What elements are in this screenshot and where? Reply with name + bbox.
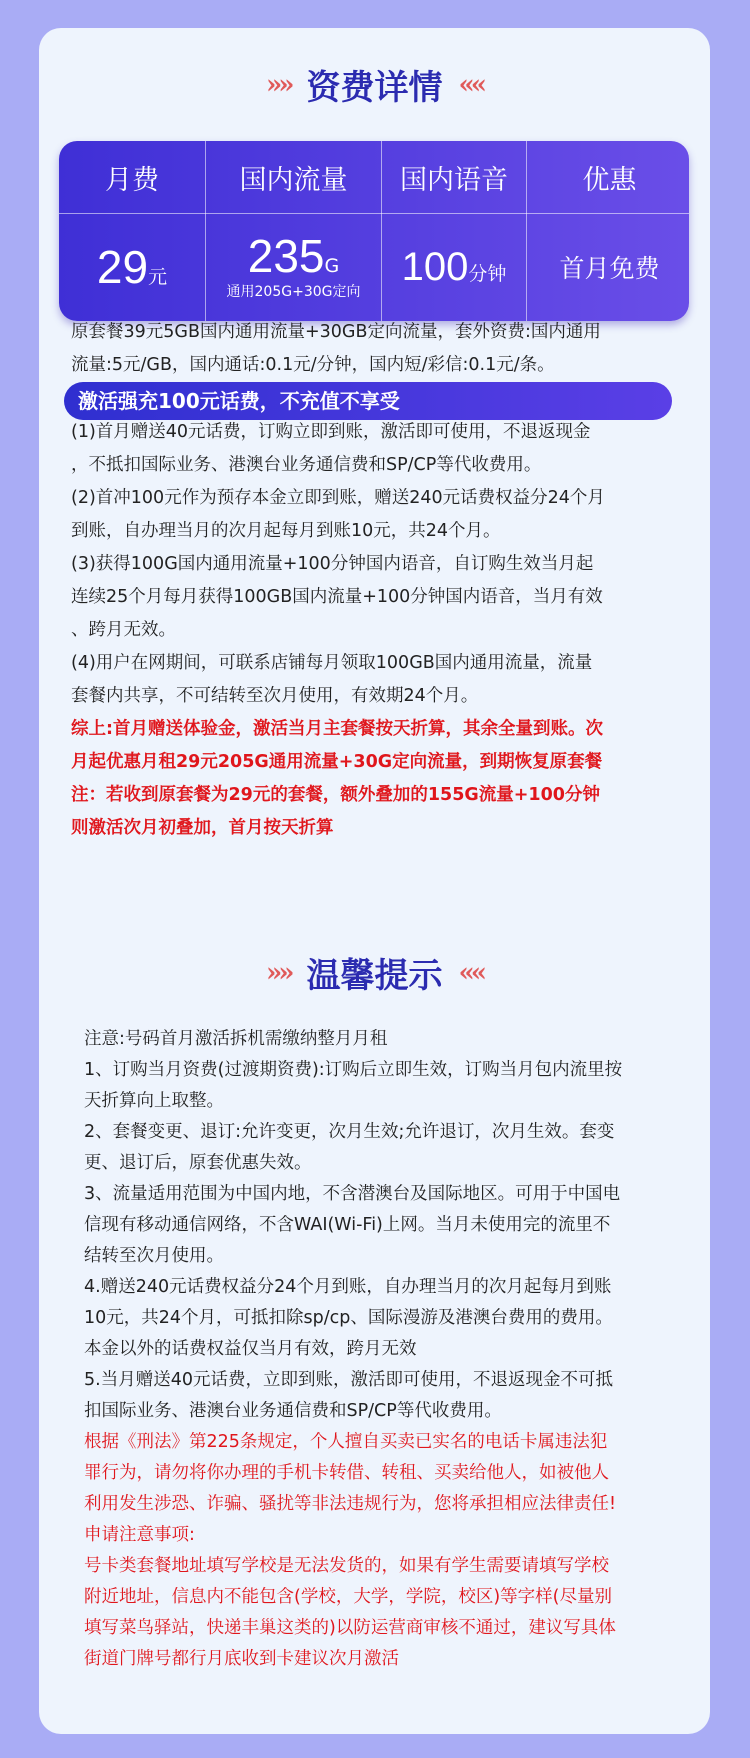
voice-unit: 分钟 bbox=[468, 263, 507, 285]
list-item: (4)用户在网期间，可联系店铺每月领取100GB国内通用流量，流量 bbox=[71, 653, 593, 673]
tip-line: 4.赠送240元话费权益分24个月到账，自办理当月的次月起每月到账 bbox=[84, 1277, 612, 1297]
tip-line: 本金以外的话费权益仅当月有效，跨月无效 bbox=[84, 1339, 417, 1359]
list-item: 套餐内共享，不可结转至次月使用，有效期24个月。 bbox=[71, 686, 479, 706]
intro-line: 原套餐39元5GB国内通用流量+30GB定向流量，套外资费:国内通用 bbox=[71, 322, 601, 342]
list-item: 到账，自办理当月的次月起每月到账10元，共24个月。 bbox=[71, 521, 501, 541]
list-item: 、跨月无效。 bbox=[71, 620, 176, 640]
fee-section-title-text: 资费详情 bbox=[306, 68, 443, 108]
monthly-fee-value: 29 bbox=[96, 241, 149, 293]
data-value: 235 bbox=[247, 230, 325, 282]
legal-line: 申请注意事项: bbox=[84, 1525, 195, 1545]
voice-value: 100 bbox=[401, 245, 469, 289]
tip-line: 2、套餐变更、退订:允许变更，次月生效;允许退订，次月生效。套变 bbox=[84, 1122, 615, 1142]
intro-line: 流量:5元/GB，国内通话:0.1元/分钟，国内短/彩信:0.1元/条。 bbox=[71, 355, 555, 375]
list-item: (2)首冲100元作为预存本金立即到账，赠送240元话费权益分24个月 bbox=[71, 488, 605, 508]
tip-line: 结转至次月使用。 bbox=[84, 1246, 224, 1266]
tip-line: 1、订购当月资费(过渡期资费):订购后立即生效，订购当月包内流里按 bbox=[84, 1060, 623, 1080]
data-cell bbox=[206, 213, 382, 321]
recharge-banner: 激活强充100元话费，不充值不享受 bbox=[64, 382, 672, 420]
tip-line: 天折算向上取整。 bbox=[84, 1091, 224, 1111]
legal-line: 附近地址，信息内不能包含(学校，大学，学院，校区)等字样(尽量别 bbox=[84, 1587, 612, 1607]
offer-cell bbox=[527, 213, 689, 321]
legal-line: 根据《刑法》第225条规定，个人擅自买卖已实名的电话卡属违法犯 bbox=[84, 1432, 608, 1452]
chevron-right-icon: »» bbox=[266, 69, 291, 100]
legal-line: 街道门牌号都行月底收到卡建议次月激活 bbox=[84, 1649, 399, 1669]
legal-line: 填写菜鸟驿站，快递丰巢这类的)以防运营商审核不通过，建议写具体 bbox=[84, 1618, 616, 1638]
tip-line: 5.当月赠送40元话费，立即到账，激活即可使用，不退返现金不可抵 bbox=[84, 1370, 613, 1390]
tip-line: 扣国际业务、港澳台业务通信费和SP/CP等代收费用。 bbox=[84, 1401, 502, 1421]
legal-line: 罪行为，请勿将你办理的手机卡转借、转租、买卖给他人，如被他人 bbox=[84, 1463, 609, 1483]
tips-section-title bbox=[39, 948, 710, 997]
summary-line: 月起优惠月租29元205G通用流量+30G定向流量，到期恢复原套餐 bbox=[71, 752, 603, 772]
list-item: (1)首月赠送40元话费，订购立即到账，激活即可使用，不退返现金 bbox=[71, 422, 591, 442]
offer-value: 首月免费 bbox=[559, 254, 660, 283]
summary-line: 注：若收到原套餐为29元的套餐，额外叠加的155G流量+100分钟 bbox=[71, 785, 600, 805]
summary-line: 综上:首月赠送体验金，激活当月主套餐按天折算，其余全量到账。次 bbox=[71, 719, 603, 739]
list-item: ，不抵扣国际业务、港澳台业务通信费和SP/CP等代收费用。 bbox=[71, 455, 542, 475]
fee-section-title bbox=[39, 60, 710, 109]
list-item: (3)获得100G国内通用流量+100分钟国内语音，自订购生效当月起 bbox=[71, 554, 594, 574]
fee-table bbox=[59, 141, 689, 321]
voice-cell bbox=[382, 213, 527, 321]
tip-line: 注意:号码首月激活拆机需缴纳整月月租 bbox=[84, 1029, 388, 1049]
header-offer: 优惠 bbox=[582, 164, 637, 196]
legal-line: 利用发生涉恐、诈骗、骚扰等非法违规行为，您将承担相应法律责任! bbox=[84, 1494, 617, 1514]
fee-table-values bbox=[59, 213, 689, 321]
header-domestic-voice: 国内语音 bbox=[382, 141, 527, 213]
monthly-fee-cell bbox=[59, 213, 206, 321]
header-domestic-data: 国内流量 bbox=[206, 141, 382, 213]
tip-line: 信现有移动通信网络，不含WAI(Wi-Fi)上网。当月未使用完的流里不 bbox=[84, 1215, 611, 1235]
data-unit: G bbox=[324, 255, 340, 277]
chevron-right-icon: »» bbox=[266, 957, 291, 988]
monthly-fee-unit: 元 bbox=[148, 266, 168, 288]
tips-section-title-text: 温馨提示 bbox=[306, 956, 443, 996]
header-monthly-fee: 月费 bbox=[59, 141, 206, 213]
tips-text bbox=[84, 1024, 696, 1675]
tip-line: 10元，共24个月，可抵扣除sp/cp、国际漫游及港澳台费用的费用。 bbox=[84, 1308, 613, 1328]
terms-list bbox=[71, 416, 681, 845]
chevron-left-icon: «« bbox=[458, 957, 483, 988]
chevron-left-icon: «« bbox=[458, 69, 483, 100]
list-item: 连续25个月每月获得100GB国内流量+100分钟国内语音，当月有效 bbox=[71, 587, 603, 607]
summary-line: 则激活次月初叠加，首月按天折算 bbox=[71, 818, 334, 838]
intro-text bbox=[71, 316, 681, 382]
fee-table-header bbox=[59, 141, 689, 213]
data-note: 通用205G+30G定向 bbox=[226, 284, 361, 300]
content-card bbox=[39, 28, 710, 1734]
tip-line: 3、流量适用范围为中国内地，不含潜澳台及国际地区。可用于中国电 bbox=[84, 1184, 621, 1204]
legal-line: 号卡类套餐地址填写学校是无法发货的，如果有学生需要请填写学校 bbox=[84, 1556, 609, 1576]
tip-line: 更、退订后，原套优惠失效。 bbox=[84, 1153, 312, 1173]
